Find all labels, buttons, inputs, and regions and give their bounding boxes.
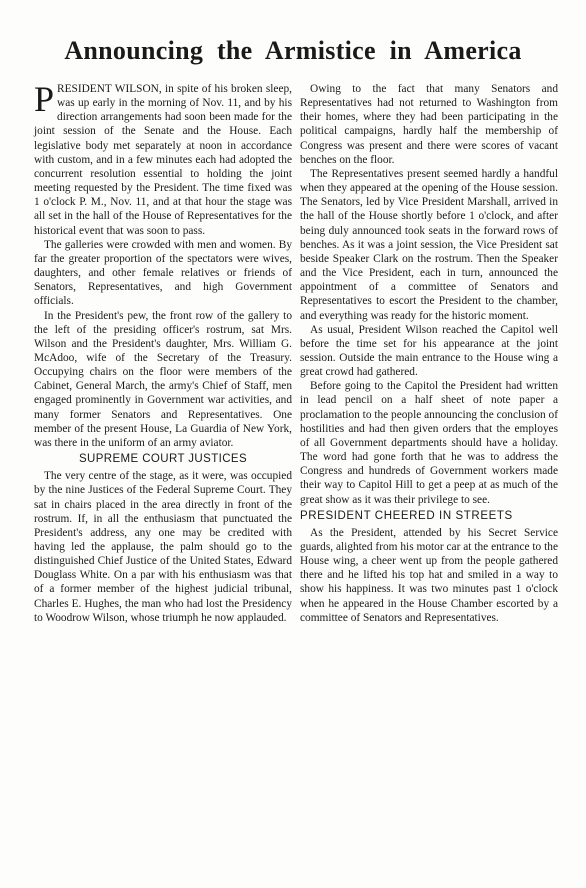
paragraph: Before going to the Capitol the President had written in lead pencil on a half sheet of note paper a proclamation to the people announcing the conclusion of hostilities and had then given orders that the employes of all Government departments should have a holiday. The word had gone forth that he was to address the Congress and hundreds of Government workers made their way to Capitol Hill to get a peep at as much of the great show as it was their privilege to see.: [300, 380, 558, 506]
section-subheading: PRESIDENT CHEERED IN STREETS: [300, 509, 513, 522]
right-column: [300, 82, 558, 625]
paragraph: Owing to the fact that many Senators and Representatives had not returned to Washington from their homes, where they had been participating in the political campaigns, hardly half the membership of Congress was present and there were scores of vacant benches on the floor.: [300, 83, 558, 166]
paragraph: As the President, attended by his Secret Service guards, alighted from his motor car at the entrance to the House wing, a cheer went up from the people gathered there and he lifted his top hat and smiled in a way to show his happiness. It was two minutes past 1 o'clock when he appeared in the House Chamber escorted by a committee of Senators and Representatives.: [300, 526, 558, 624]
paragraph: The very centre of the stage, as it were, was occupied by the nine Justices of the Federal Supreme Court. They sat in chairs placed in the area directly in front of the rostrum. If, in all the enthusiasm that punctuated the President's address, any one may be credited with having led the applause, the palm should go to the distinguished Chief Justice of the United States, Edward Douglass White. On a par with his enthusiasm was that of a former member of the highest judicial tribunal, Charles E. Hughes, the man who had lost the Presidency to Woodrow Wilson, whose triumph he now applauded.: [34, 470, 292, 624]
paragraph: [34, 79, 292, 238]
paragraph-text: in spite of his broken sleep, was up early in the morning of Nov. 11, and by his direction arrangements had soon been made for the joint session of the Senate and the House. Each legislative body met separately at noon in accordance with custom, and in a few minutes each had adopted the concurrent resolution essential to holding the joint meeting requested by the President. The time fixed was 1 o'clock P. M., Nov. 11, and at that hour the stage was all set in the hall of the House of Representatives for the historical event that was soon to pass.: [34, 83, 292, 237]
drop-cap: P: [34, 79, 55, 119]
paragraph: In the President's pew, the front row of the gallery to the left of the presiding officer's rostrum, sat Mrs. Wilson and the President's daughter, Mrs. William G. McAdoo, wife of the Secretary of the Treasury. Occupying chairs on the floor were members of the Cabinet, General March, the army's Chief of Staff, men engaged prominently in Government war activities, and many former Senators and Representatives. One member of the present House, La Guardia of New York, was there in the uniform of an army aviator.: [34, 309, 292, 449]
left-column: [34, 79, 292, 625]
paragraph: As usual, President Wilson reached the Capitol well before the time set for his appearance at the joint session. Outside the main entrance to the House wing a great crowd had gathered.: [300, 323, 558, 379]
lead-in-caps: RESIDENT WILSON,: [57, 83, 162, 95]
section-subheading: SUPREME COURT JUSTICES: [78, 453, 248, 466]
paragraph: The galleries were crowded with men and women. By far the greater proportion of the spectators were wives, daughters, and other female relatives or friends of Senators, Representatives, and high Government officials.: [34, 238, 292, 308]
article-title: Announcing the Armistice in America: [64, 36, 522, 65]
paragraph: The Representatives present seemed hardly a handful when they appeared at the opening of the House session. The Senators, led by Vice President Marshall, arrived in the hall of the House shortly before 1 o'clock, and after being duly announced took seats in the forward rows of benches. As it was a joint session, the Vice President sat beside Speaker Clark on the rostrum. Then the Speaker and the Vice President, each in turn, announced the appointment of a committee of Senators and Representatives to escort the President to the chamber, and everything was ready for the historic moment.: [300, 167, 558, 322]
